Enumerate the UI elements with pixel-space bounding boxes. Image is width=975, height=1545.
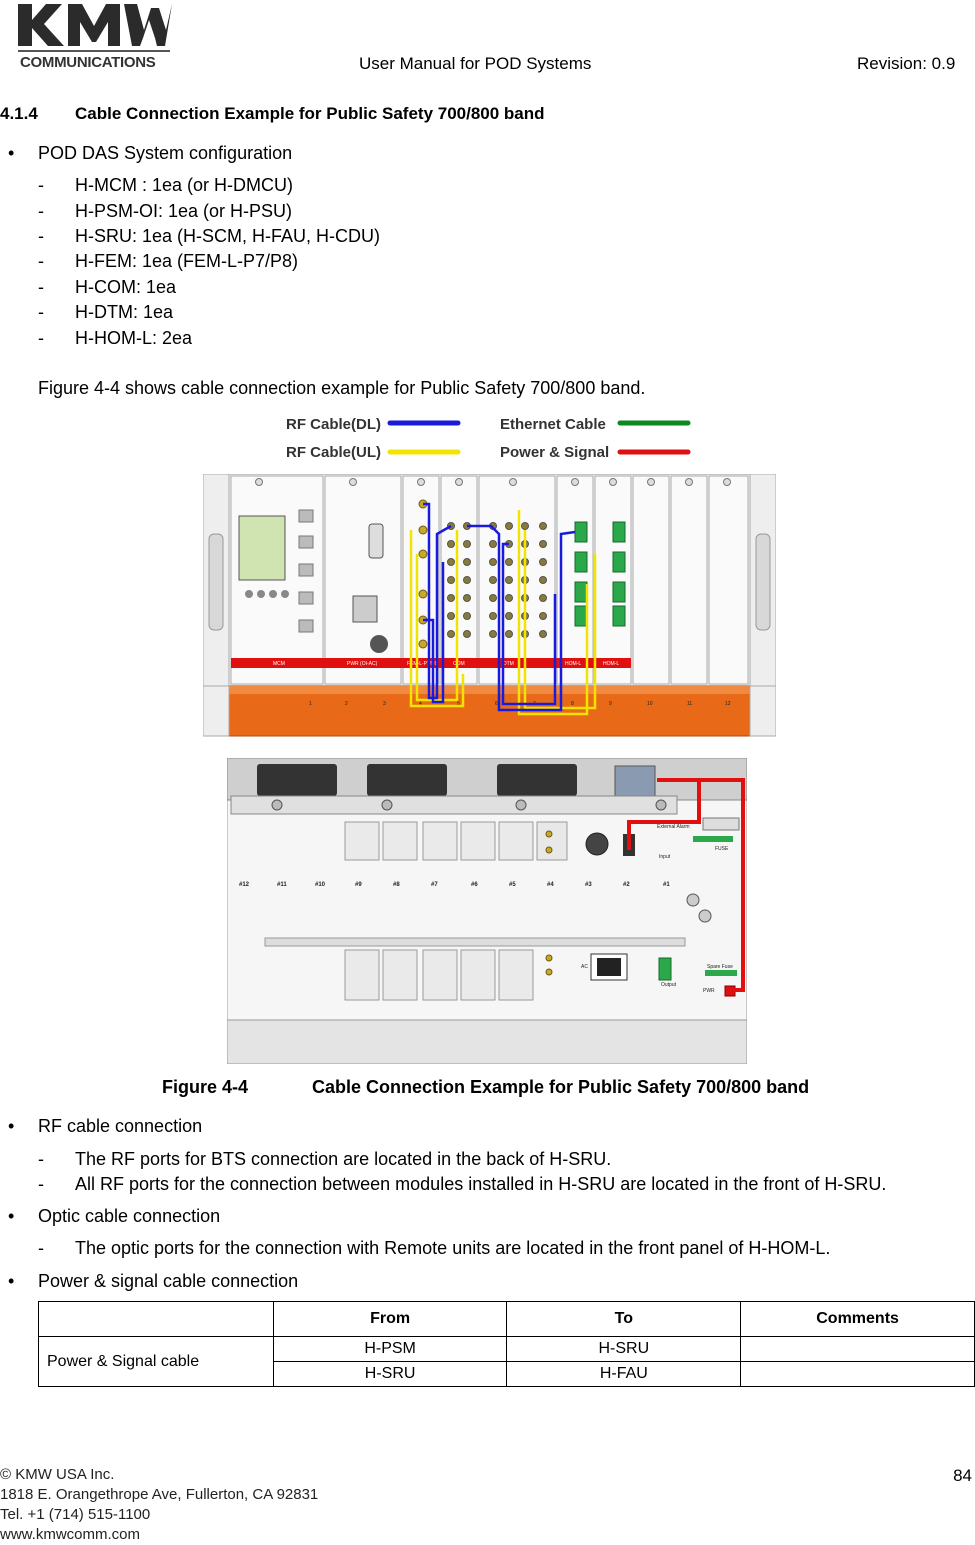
rear-pwr-label: PWR — [703, 988, 715, 994]
rear-slot-label: #11 — [277, 882, 287, 888]
power-heading: • Power & signal cable connection — [38, 1271, 298, 1292]
logo-subtitle: COMMUNICATIONS — [20, 54, 156, 71]
optic-heading: • Optic cable connection — [38, 1206, 220, 1227]
table-header-cell: From — [273, 1302, 507, 1337]
rear-slot-label: #2 — [623, 882, 630, 888]
table-cell-comments — [741, 1362, 975, 1387]
figure-number: Figure 4-4 — [162, 1077, 249, 1097]
rear-slot-label: #7 — [431, 882, 438, 888]
module-label: DTM — [503, 661, 514, 667]
rear-ac-label: AC — [581, 964, 588, 970]
module-label: MCM — [273, 661, 285, 667]
front-slot-label: 10 — [647, 701, 653, 707]
legend-ethernet: Ethernet Cable — [500, 416, 606, 433]
logo-divider — [18, 50, 170, 52]
company-logo — [16, 2, 176, 78]
module-label: HOM-L — [565, 661, 582, 667]
config-item: - H-MCM : 1ea (or H-DMCU) — [38, 175, 293, 195]
rear-slot-label: #5 — [509, 882, 516, 888]
section-title: Cable Connection Example for Public Safety 700/800 band — [75, 104, 545, 123]
footer-phone: Tel. +1 (714) 515-1100 — [0, 1506, 151, 1523]
kmw-logo-mark — [18, 2, 172, 48]
front-slot-label: 9 — [609, 701, 612, 707]
rf-item: - The RF ports for BTS connection are located in the back of H-SRU. — [38, 1149, 612, 1169]
footer-address: 1818 E. Orangethrope Ave, Fullerton, CA 92831 — [0, 1486, 319, 1503]
table-cell-to: H-FAU — [507, 1362, 741, 1387]
section-heading — [0, 104, 545, 124]
config-item: - H-DTM: 1ea — [38, 302, 174, 322]
front-slot-label: 7 — [533, 701, 536, 707]
rear-output-label: Output — [661, 982, 677, 988]
legend-rf-dl: RF Cable(DL) — [286, 416, 381, 433]
footer-website: www.kmwcomm.com — [0, 1526, 141, 1543]
rear-slot-label: #12 — [239, 882, 250, 888]
table-header-row — [39, 1302, 975, 1337]
front-slot-label: 12 — [725, 701, 731, 707]
rf-heading: • RF cable connection — [38, 1116, 202, 1137]
module-label: PWR (OI-AC) — [347, 661, 378, 667]
front-slot-label: 6 — [495, 701, 498, 707]
front-slot-label: 8 — [571, 701, 574, 707]
table-cell-from: H-SRU — [273, 1362, 507, 1387]
revision-label: Revision: 0.9 — [857, 54, 956, 73]
table-cell-comments — [741, 1337, 975, 1362]
module-label: COM — [453, 661, 465, 667]
front-slot-label: 2 — [345, 701, 348, 707]
table-row-label: Power & Signal cable — [39, 1337, 274, 1387]
optic-item: - The optic ports for the connection with Remote units are located in the front panel of H-HOM-L. — [38, 1238, 831, 1258]
rear-slot-label: #8 — [393, 882, 400, 888]
table-cell-from: H-PSM — [273, 1337, 507, 1362]
table-header-cell: To — [507, 1302, 741, 1337]
chassis-front-view — [203, 474, 776, 738]
rear-slot-label: #9 — [355, 882, 362, 888]
document-title: User Manual for POD Systems — [359, 54, 592, 73]
table-cell-to: H-SRU — [507, 1337, 741, 1362]
footer-copyright: © KMW USA Inc. — [0, 1466, 115, 1483]
figure-intro: Figure 4-4 shows cable connection example for Public Safety 700/800 band. — [38, 378, 646, 398]
front-slot-label: 3 — [383, 701, 386, 707]
table-header-cell: Comments — [741, 1302, 975, 1337]
config-item: - H-SRU: 1ea (H-SCM, H-FAU, H-CDU) — [38, 226, 381, 246]
rear-fuse-label: FUSE — [715, 846, 729, 852]
legend-rf-ul: RF Cable(UL) — [286, 444, 381, 461]
page-footer — [0, 1465, 318, 1545]
front-slot-label: 5 — [457, 701, 460, 707]
rear-input-label: Input — [659, 854, 671, 860]
rear-slot-label: #3 — [585, 882, 592, 888]
config-item: - H-COM: 1ea — [38, 277, 177, 297]
table-row — [39, 1337, 975, 1362]
table-header-cell — [39, 1302, 274, 1337]
front-slot-label: 11 — [687, 701, 693, 707]
chassis-rear-view — [227, 758, 747, 1064]
front-slot-label: 1 — [309, 701, 312, 707]
figure-caption: Cable Connection Example for Public Safety 700/800 band — [312, 1077, 810, 1097]
config-item: - H-FEM: 1ea (FEM-L-P7/P8) — [38, 251, 299, 271]
power-signal-table — [38, 1301, 975, 1387]
cable-legend — [280, 410, 700, 466]
legend-power: Power & Signal — [500, 444, 610, 461]
rf-item: - All RF ports for the connection between modules installed in H-SRU are located in the front of H-SRU. — [38, 1174, 887, 1194]
config-item: - H-PSM-OI: 1ea (or H-PSU) — [38, 201, 293, 221]
rear-slot-label: #6 — [471, 882, 478, 888]
section-number: 4.1.4 — [0, 104, 38, 123]
module-label: FEM-L-P7/P8 — [407, 661, 438, 667]
rear-spare-fuse-label: Spare Fuse — [707, 964, 733, 970]
page-number: 84 — [953, 1466, 972, 1485]
rear-slot-label: #1 — [663, 882, 670, 888]
config-heading: • POD DAS System configuration — [38, 143, 292, 164]
rear-slot-label: #4 — [547, 882, 554, 888]
front-slot-label: 4 — [419, 701, 422, 707]
config-item: - H-HOM-L: 2ea — [38, 328, 193, 348]
rear-slot-label: #10 — [315, 882, 326, 888]
rear-alarm-label: External Alarm — [657, 824, 690, 830]
module-label: HOM-L — [603, 661, 620, 667]
